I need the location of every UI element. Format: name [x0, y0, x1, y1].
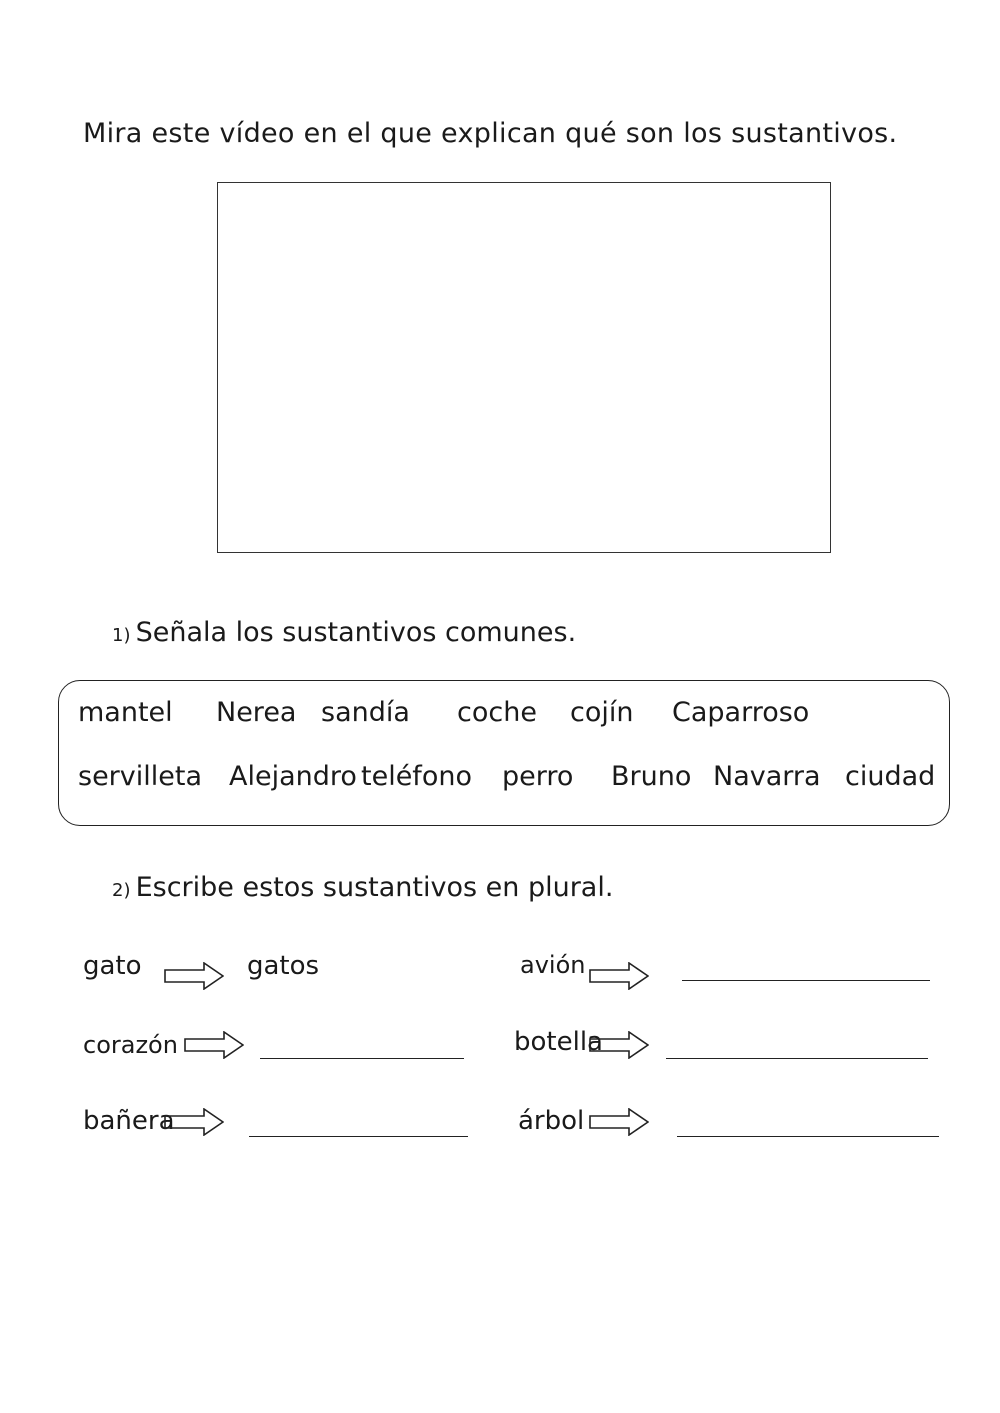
word-option[interactable]: Alejandro — [229, 761, 357, 792]
question-2-number: 2) — [112, 880, 131, 901]
arrow-right-icon — [589, 1031, 649, 1059]
plural-word: árbol — [518, 1106, 585, 1136]
question-2 — [112, 872, 613, 903]
word-option[interactable]: cojín — [570, 697, 634, 728]
word-option[interactable]: teléfono — [361, 761, 472, 792]
plural-word: gato — [83, 951, 142, 981]
plural-word: corazón — [83, 1031, 178, 1059]
video-frame[interactable] — [217, 182, 831, 553]
plural-word: botella — [514, 1027, 603, 1057]
arrow-right-icon — [589, 962, 649, 990]
question-1 — [112, 617, 576, 648]
question-1-text: Señala los sustantivos comunes. — [135, 617, 577, 648]
plural-word: bañera — [83, 1106, 175, 1136]
word-option[interactable]: ciudad — [845, 761, 936, 792]
plural-answer-field[interactable]: gatos — [247, 951, 320, 981]
word-option[interactable]: sandía — [321, 697, 410, 728]
word-option[interactable]: coche — [457, 697, 537, 728]
intro-text: Mira este vídeo en el que explican qué son los sustantivos. — [83, 118, 898, 149]
word-option[interactable]: servilleta — [78, 761, 203, 792]
word-option[interactable]: Nerea — [216, 697, 297, 728]
word-option[interactable]: Caparroso — [672, 697, 810, 728]
arrow-right-icon — [589, 1108, 649, 1136]
question-2-text: Escribe estos sustantivos en plural. — [135, 872, 614, 903]
plural-answer-field[interactable] — [666, 1058, 928, 1059]
word-box — [58, 680, 950, 826]
arrow-right-icon — [164, 1108, 224, 1136]
plural-word: avión — [520, 951, 586, 979]
word-option[interactable]: mantel — [78, 697, 173, 728]
plural-answer-field[interactable] — [677, 1136, 939, 1137]
plural-answer-field[interactable] — [249, 1136, 468, 1137]
arrow-right-icon — [184, 1031, 244, 1059]
question-1-number: 1) — [112, 625, 131, 646]
arrow-right-icon — [164, 962, 224, 990]
word-option[interactable]: Navarra — [713, 761, 821, 792]
plural-answer-field[interactable] — [682, 980, 930, 981]
word-option[interactable]: perro — [502, 761, 574, 792]
plural-answer-field[interactable] — [260, 1058, 464, 1059]
word-option[interactable]: Bruno — [611, 761, 692, 792]
